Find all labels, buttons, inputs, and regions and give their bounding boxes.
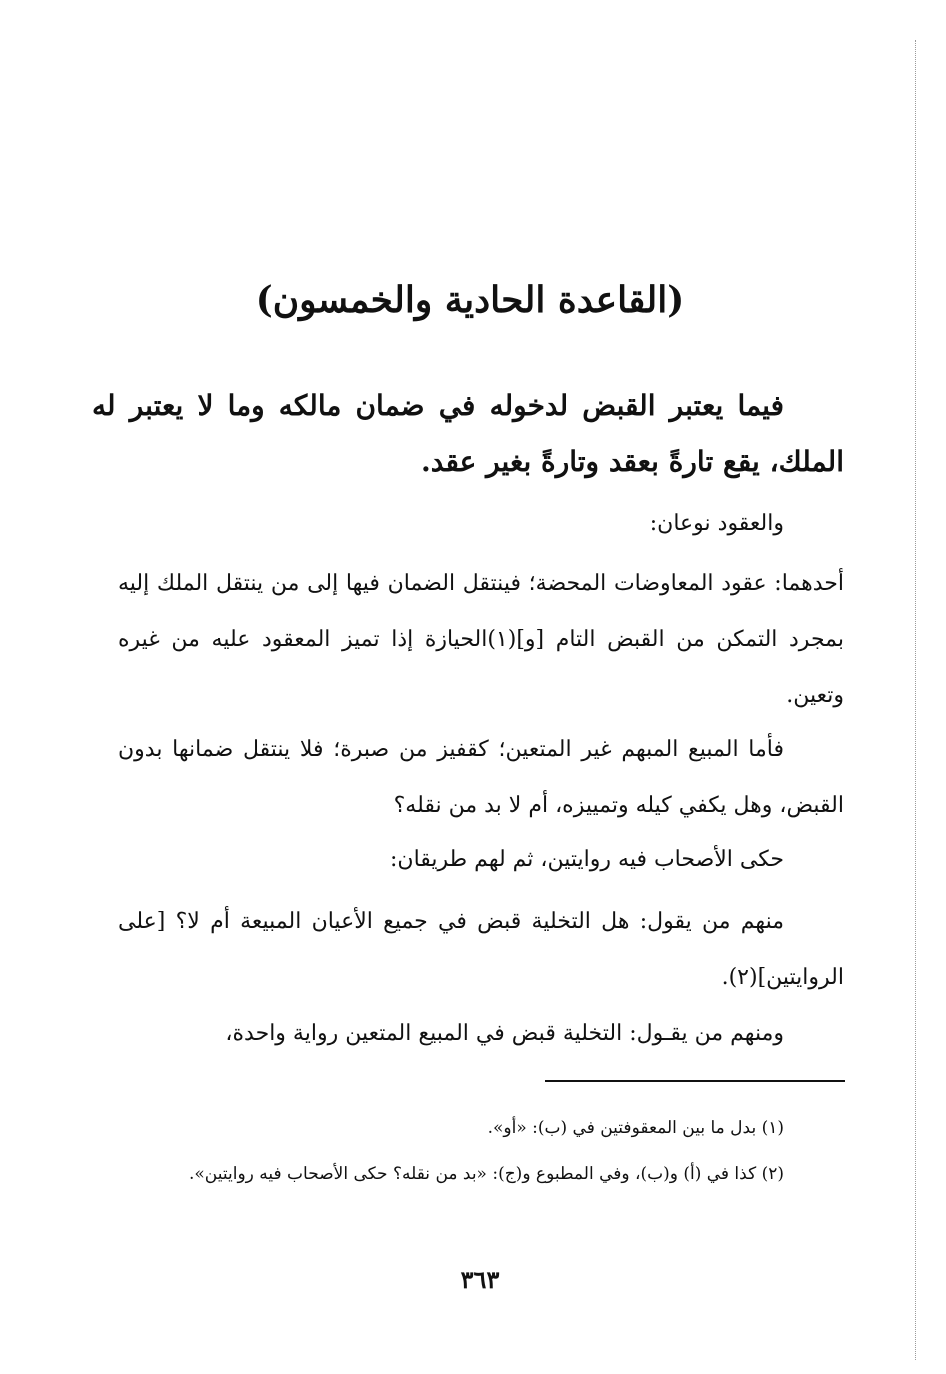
page-number: ٣٦٣ [460, 1265, 500, 1294]
paragraph-first-type: أحدهما: عقود المعاوضات المحضة؛ فينتقل الضمان فيها إلى من ينتقل الملك إليه بمجرد التمكن من القبض التام [و](١)الحيازة إذا تميز المعقود عليه من غيره وتعين. [118, 571, 844, 708]
paragraph-contracts-types: والعقود نوعان: [649, 511, 784, 536]
footnote-separator [545, 1080, 845, 1082]
paragraph-two-narrations: حكى الأصحاب فيه روايتين، ثم لهم طريقان: [390, 847, 784, 872]
page-edge-dotted-line [915, 40, 916, 1360]
rule-heading: (القاعدة الحادية والخمسون) [255, 279, 685, 321]
footnote-2: (٢) كذا في (أ) و(ب)، وفي المطبوع و(ج): «بد من نقله؟ حكى الأصحاب فيه روايتين». [189, 1164, 784, 1184]
rule-statement: فيما يعتبر القبض لدخوله في ضمان مالكه وما لا يعتبر له الملك، يقع تارةً بعقد وتارةً بغير عقد. [92, 389, 844, 478]
paragraph-first-method: منهم من يقول: هل التخلية قبض في جميع الأعيان المبيعة أم لا؟ [على الروايتين](٢). [118, 909, 844, 990]
footnote-1: (١) بدل ما بين المعقوفتين في (ب): «أو». [487, 1118, 784, 1138]
paragraph-unspecified-sale: فأما المبيع المبهم غير المتعين؛ كقفيز من صبرة؛ فلا ينتقل ضمانها بدون القبض، وهل يكفي كيله وتمييزه، أم لا بد من نقله؟ [118, 737, 844, 818]
paragraph-second-method: ومنهم من يقـول: التخلية قبض في المبيع المتعين رواية واحدة، [225, 1021, 784, 1046]
